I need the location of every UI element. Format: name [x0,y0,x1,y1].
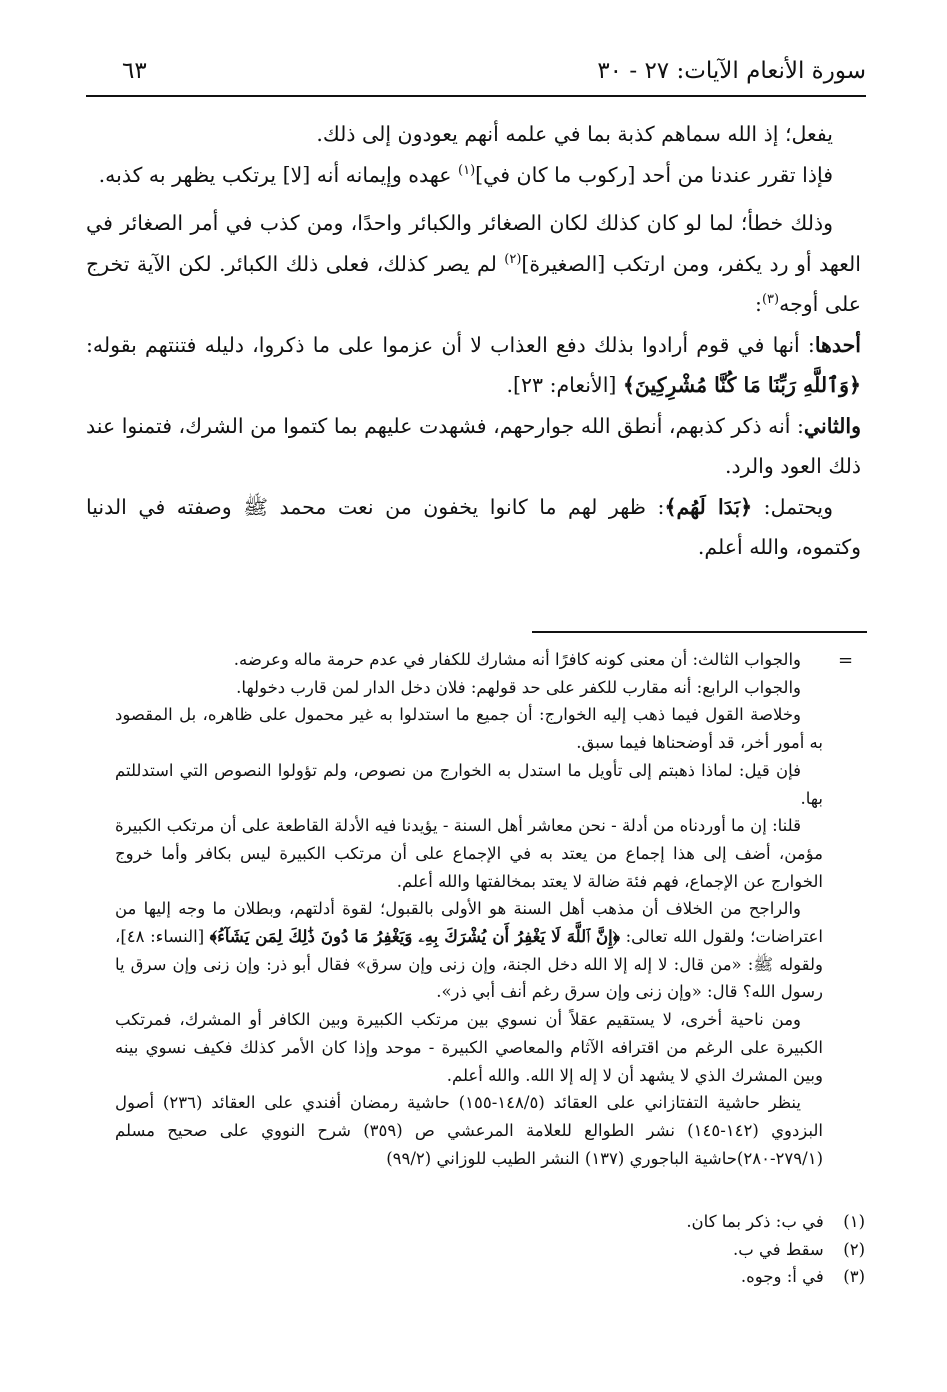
footnote-ref-3[interactable]: (٣) [761,292,780,308]
footnote-continuation [115,646,823,1172]
footnote-1: (١) في ب: ذكر بما كان. [686,1212,865,1231]
note-line: قلنا: إن ما أوردناه من أدلة - نحن معاشر أهل السنة - يؤيدنا فيه الأدلة القاطعة على أن مرتكب الكبيرة مؤمن، أضف إلى هذا إجماع من يعتد به في الإجماع على أن مرتكب الكبيرة ليس بكافر وأما خروج الخوارج عن الإجماع، فهم فئة ضالة لا يعتد بمخالفتها والله أعلم. [115,816,823,891]
paragraph-4: أحدها: أنها في قوم أرادوا بذلك دفع العذاب لا أن عزموا على ما ذكروا، دليله فتنتهم بقوله: ﴿وَٱللَّهِ رَبِّنَا مَا كُنَّا مُشْرِكِينَ﴾ [الأنعام: ٢٣]. [86,332,861,397]
note-line: ينظر حاشية التفتازاني على العقائد (١٤٨/٥-١٥٥) حاشية رمضان أفندي على العقائد (٢٣٦) أصول البزدوي (١٤٢-١٤٥) نشر الطوالع للعلامة المرعشي ص (٣٥٩) شرح النووي على صحيح مسلم (٢٧٩/١-٢٨٠)حاشية الباجوري (١٣٧) النشر الطيب للوزاني (٩٩/٢) [115,1093,824,1168]
note-line: والجواب الثالث: أن معنى كونه كافرًا أنه مشارك للكفار في عدم حرمة ماله وعرضه. [233,650,801,669]
footnote-list [560,1208,865,1291]
footnote-separator [532,631,867,633]
paragraph-6: ويحتمل: ﴿بَدَا لَهُم﴾: ظهر لهم ما كانوا يخفون من نعت محمد ﷺ وصفته في الدنيا وكتموه، والله أعلم. [86,494,861,559]
page-number: ٦٣ [122,58,147,84]
point-first-lead: أحدها [814,332,861,357]
footnote-ref-2[interactable]: (٢) [504,251,522,267]
footnote-3: (٣) في أ: وجوه. [740,1267,865,1286]
running-title: سورة الأنعام الآيات: ٢٧ - ٣٠ [597,58,866,84]
note-line: فإن قيل: لماذا ذهبتم إلى تأويل ما استدل به الخوارج من نصوص، ولم تؤولوا النصوص التي استدللتم بها. [115,760,823,808]
paragraph-1: يفعل؛ إذ الله سماهم كذبة بما في علمه أنهم يعودون إلى ذلك. [316,122,833,146]
point-second-lead: والثاني [803,413,861,438]
page-header [86,52,866,92]
main-text [86,114,861,568]
note-line: ومن ناحية أخرى، لا يستقيم عقلاً أن نسوي بين مرتكب الكبيرة وبين الكافر أو المشرك، فمرتكب الكبيرة على الرغم من اقترافه الآثام والمعاصي الكبيرة - موحد وإذا كان الأمر كذلك فكيف نسوي بينه وبين المشرك الذي لا يشهد أن لا إله إلا الله. والله أعلم. [115,1010,823,1085]
header-rule [86,95,866,97]
quran-quote: ﴿بَدَا لَهُم﴾ [664,494,753,519]
footnote-ref-1[interactable]: (١) [458,162,476,178]
note-line: والجواب الرابع: أنه مقارب للكفر على حد قولهم: فلان دخل الدار لمن قارب دخولها. [236,677,801,697]
continuation-mark: = [838,650,854,671]
note-line: والراجح من الخلاف أن مذهب أهل السنة هو الأولى بالقبول؛ لقوة أدلتهم، وبطلان ما وجه إليها من اعتراضات؛ ولقول الله تعالى: ﴿إِنَّ ٱللَّهَ لَا يَغْفِرُ أَن يُشْرَكَ بِهِۦ وَيَغْفِرُ مَا دُونَ ذَٰلِكَ لِمَن يَشَآءُ﴾ [النساء: ٤٨]، ولقوله ﷺ: «من قال: لا إله إلا الله دخل الجنة، وإن زنى وإن سرق» فقال أبو ذر: وإن زنى وإن سرق يا رسول الله؟ قال: «وإن زنى وإن سرق رغم أنف أبي ذر». [115,899,823,1002]
quran-quote: ﴿وَٱللَّهِ رَبِّنَا مَا كُنَّا مُشْرِكِينَ﴾ [622,373,861,397]
note-line: وخلاصة القول فيما ذهب إليه الخوارج: أن جميع ما استدلوا به غير محمول على ظاهره، بل المقصود به أمور أخر، قد أوضحناها فيما سبق. [115,705,823,753]
paragraph-2: فإذا تقرر عندنا من أحد [ركوب ما كان في]$^{(١)}$ عهده وإيمانه أنه [لا] يرتكب يظهر به كذبه. [98,162,833,187]
paragraph-5: والثاني: أنه ذكر كذبهم، أنطق الله جوارحهم، فشهدت عليهم بما كتموا من الشرك، فتمنوا عند ذلك العود والرد. [86,413,861,478]
paragraph-3: وذلك خطأ؛ لما لو كان كذلك لكان الصغائر والكبائر واحدًا، ومن كذب في أمر الصغائر في العهد أو رد يكفر، ومن ارتكب [الصغيرة]$^{(٢)}$ لم يصر كذلك، فعلى ذلك الكبائر. لكن الآية تخرج على أوجه$^{(٣)}$: [86,211,861,316]
footnote-2: (٢) سقط في ب. [733,1239,865,1259]
quran-quote: ﴿إِنَّ ٱللَّهَ لَا يَغْفِرُ أَن يُشْرَكَ بِهِۦ وَيَغْفِرُ مَا دُونَ ذَٰلِكَ لِمَن يَشَآءُ﴾ [209,927,620,947]
